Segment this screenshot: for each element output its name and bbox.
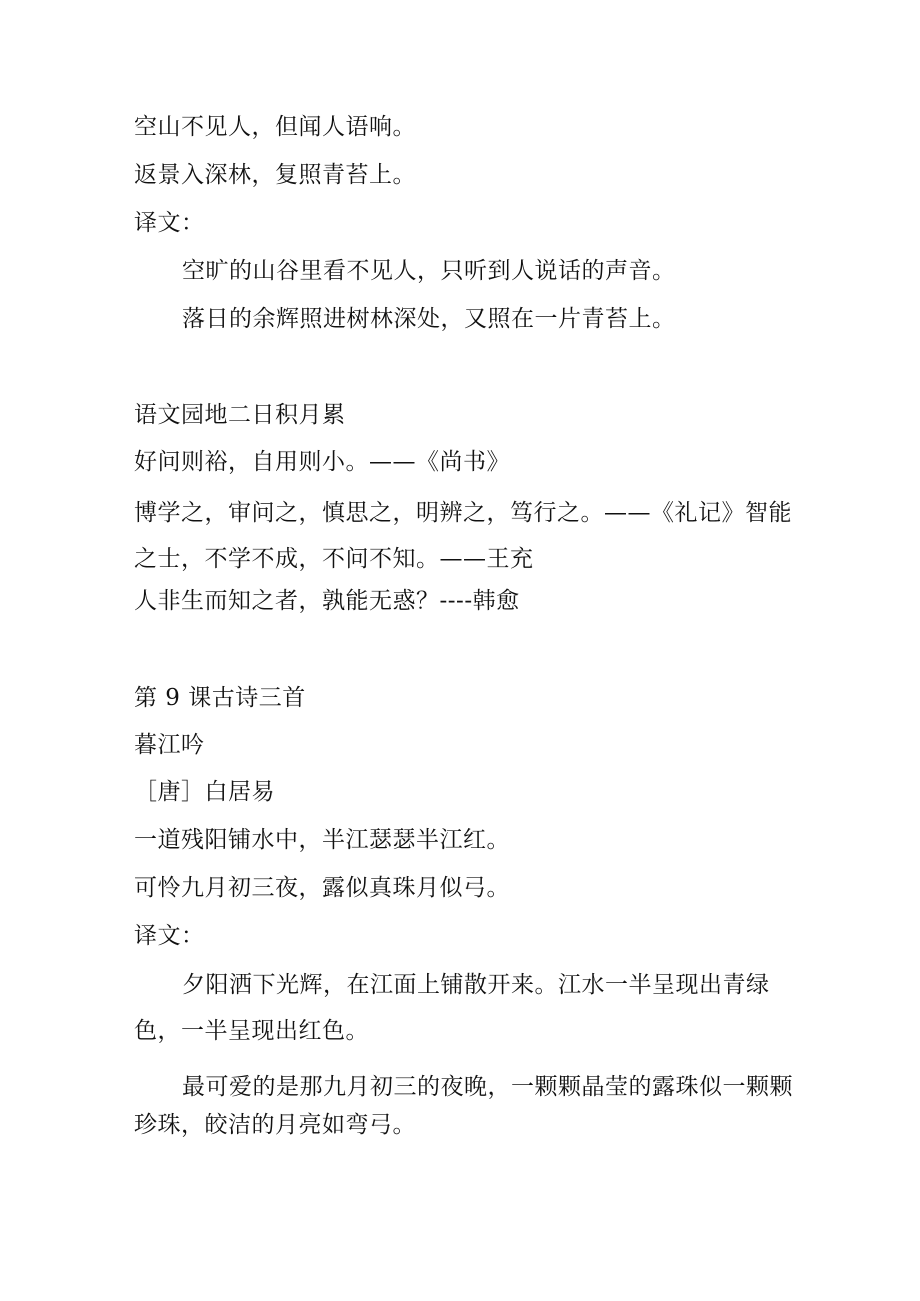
- poem-line-4: 返景入深林，复照青苔上。: [134, 162, 416, 188]
- translation-paragraph-4: 最可爱的是那九月初三的夜晚，一颗颗晶莹的露珠似一颗颗珍珠，皎洁的月亮如弯弓。: [134, 1074, 793, 1138]
- quote-shangshu: 好问则裕，自用则小。——《尚书》: [134, 449, 510, 475]
- poem-title: 暮江吟: [134, 732, 205, 758]
- poem-line-3: 空山不见人，但闻人语响。: [134, 114, 416, 140]
- lesson-title: 第 9 课古诗三首: [134, 685, 306, 711]
- translation-paragraph-3: 夕阳洒下光辉，在江面上铺散开来。江水一半呈现出青绿色，一半呈现出红色。: [134, 972, 770, 1044]
- translation-label-2: 译文：: [134, 923, 205, 949]
- translation-paragraph-2: 落日的余辉照进树林深处，又照在一片青苔上。: [182, 306, 676, 332]
- translation-label: 译文：: [134, 210, 205, 236]
- poem-line-2: 可怜九月初三夜，露似真珠月似弓。: [134, 875, 510, 901]
- quote-liji-wangchong: 博学之，审问之，慎思之，明辨之，笃行之。——《礼记》智能之士，不学不成，不问不知。——王充: [134, 500, 792, 572]
- poem-author: ［唐］白居易: [134, 779, 275, 805]
- translation-paragraph-1: 空旷的山谷里看不见人，只听到人说话的声音。: [182, 258, 676, 284]
- poem-line-1: 一道残阳铺水中，半江瑟瑟半江红。: [134, 827, 510, 853]
- quote-hanyu: 人非生而知之者，孰能无惑？----韩愈: [134, 588, 520, 614]
- section-title-garden: 语文园地二日积月累: [134, 402, 346, 428]
